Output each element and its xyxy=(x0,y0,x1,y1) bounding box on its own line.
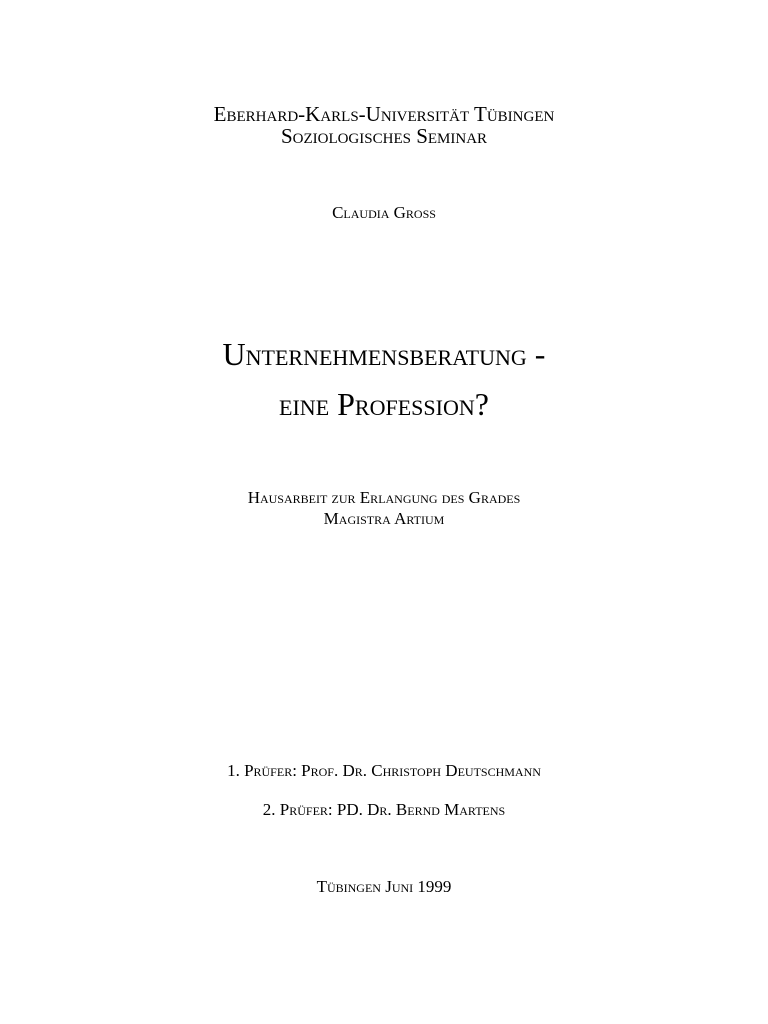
seminar-name: Soziologisches Seminar xyxy=(280,124,488,148)
second-examiner: 2. Prüfer: PD. Dr. Bernd Martens xyxy=(262,800,506,819)
author-name: Claudia Groß xyxy=(332,203,436,222)
thesis-title-line-1: Unternehmensberatung - xyxy=(222,336,546,372)
place-and-date: Tübingen Juni 1999 xyxy=(316,877,452,896)
university-name: Eberhard-Karls-Universität Tübingen xyxy=(213,102,555,126)
thesis-title-line-2: eine Profession? xyxy=(279,386,489,422)
first-examiner: 1. Prüfer: Prof. Dr. Christoph Deutschmann xyxy=(227,761,541,780)
thesis-type-line-2: Magistra Artium xyxy=(323,509,445,528)
thesis-type-line-1: Hausarbeit zur Erlangung des Grades xyxy=(247,488,521,507)
